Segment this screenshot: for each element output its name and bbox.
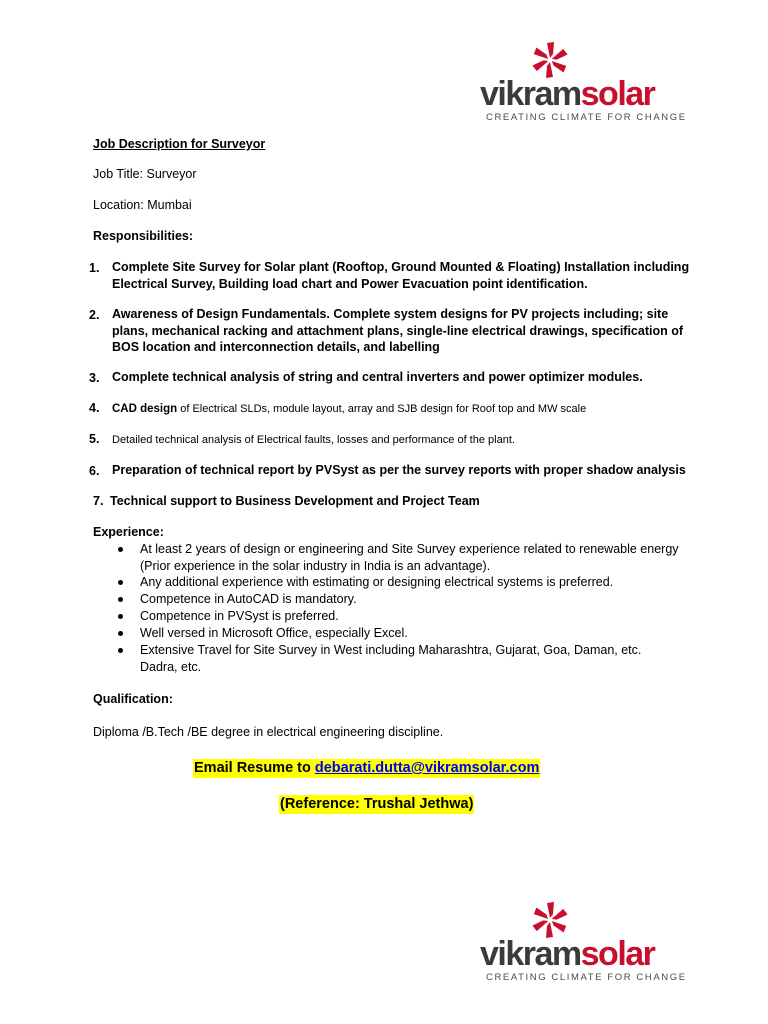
- email-link[interactable]: debarati.dutta@vikramsolar.com: [314, 760, 540, 776]
- qualification-label: Qualification:: [93, 692, 173, 706]
- responsibility-item: Preparation of technical report by PVSyst as per the survey reports with proper shadow analysis: [112, 463, 686, 477]
- responsibility-item: Complete technical analysis of string and central inverters and power optimizer modules.: [112, 370, 643, 384]
- list-number: 6.: [89, 464, 100, 478]
- experience-item: Competence in PVSyst is preferred.: [140, 609, 339, 623]
- pinwheel-logo-icon: [530, 40, 570, 80]
- vikram-solar-logo: [478, 40, 687, 124]
- responsibility-item: Complete Site Survey for Solar plant (Rooftop, Ground Mounted & Floating) Installation including Electrical Survey, Building load chart and Power Evacuation point identification.: [112, 260, 690, 291]
- logo-wordmark: vikramsolar: [480, 935, 655, 973]
- responsibility-item: Technical support to Business Development and Project Team: [110, 494, 480, 508]
- responsibility-item: Awareness of Design Fundamentals. Complete system designs for PV projects including; site plans, mechanical racking and attachment plans, single-line electrical drawings, specification of BOS location and interconnection details, and labelling: [112, 307, 684, 354]
- list-number: 5.: [89, 432, 100, 446]
- experience-item: Any additional experience with estimating or designing electrical systems is preferred.: [140, 575, 614, 589]
- logo-wordmark: vikramsolar: [480, 75, 655, 113]
- qualification-text: Diploma /B.Tech /BE degree in electrical engineering discipline.: [93, 725, 444, 739]
- logo-tagline: CREATING CLIMATE FOR CHANGE: [486, 972, 687, 983]
- experience-item: Well versed in Microsoft Office, especially Excel.: [140, 626, 408, 640]
- location: Location: Mumbai: [93, 198, 192, 212]
- bullet: [118, 580, 123, 585]
- list-number: 3.: [89, 371, 100, 385]
- experience-item: Extensive Travel for Site Survey in West including Maharashtra, Gujarat, Goa, Daman, etc. Dadra, etc.: [140, 643, 642, 674]
- experience-item: Competence in AutoCAD is mandatory.: [140, 592, 357, 606]
- bullet: [118, 547, 123, 552]
- experience-label: Experience:: [93, 525, 164, 539]
- list-number: 2.: [89, 308, 100, 322]
- list-number: 4.: [89, 401, 100, 415]
- responsibility-item: Detailed technical analysis of Electrical faults, losses and performance of the plant.: [112, 434, 515, 446]
- list-number: 7.: [93, 494, 104, 508]
- pinwheel-logo-icon: [530, 900, 570, 940]
- experience-item: At least 2 years of design or engineering and Site Survey experience related to renewable energy (Prior experience in the solar industry in India is an advantage).: [140, 542, 679, 573]
- bullet: [118, 648, 123, 653]
- job-title: Job Title: Surveyor: [93, 167, 197, 181]
- responsibilities-label: Responsibilities:: [93, 229, 194, 243]
- bullet: [118, 597, 123, 602]
- bullet: [118, 631, 123, 636]
- list-number: 1.: [89, 261, 100, 275]
- vikram-solar-logo-footer: [478, 900, 687, 984]
- bullet: [118, 614, 123, 619]
- document-heading: Job Description for Surveyor: [93, 137, 266, 151]
- reference-line: (Reference: Trushal Jethwa): [280, 796, 474, 812]
- email-resume-line: Email Resume to debarati.dutta@vikramsolar.com: [194, 760, 540, 776]
- responsibility-item: CAD design of Electrical SLDs, module layout, array and SJB design for Roof top and MW scale: [112, 403, 587, 415]
- logo-tagline: CREATING CLIMATE FOR CHANGE: [486, 112, 687, 123]
